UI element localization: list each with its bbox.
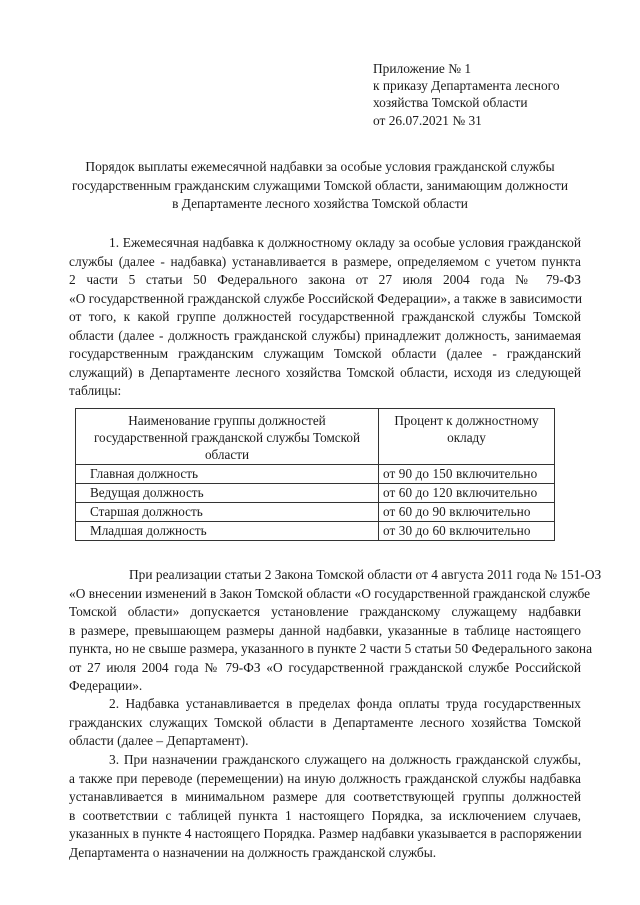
text-line: Департамента о назначении на должность гражданской службы. xyxy=(69,844,437,860)
header-text: государственной гражданской службы Томской xyxy=(93,430,361,445)
appendix-line: хозяйства Томской области xyxy=(373,95,528,111)
text-line: Федерации». xyxy=(69,678,143,693)
allowance-table xyxy=(75,408,555,541)
text-line: Томской области» допускается установление гражданскому служащему надбавки xyxy=(69,604,581,619)
text-line: области (далее – Департамент). xyxy=(69,733,249,748)
text-line: гражданских служащих Томской области в Департаменте лесного хозяйства Томской xyxy=(69,714,581,730)
group-cell: Главная должность xyxy=(76,465,379,484)
group-cell: Ведущая должность xyxy=(76,484,379,503)
text-line: служащий) в Департаменте лесного хозяйства Томской области, исходя из следующей xyxy=(69,364,581,380)
text-line: в размере, превышающем размеры данной надбавки, указанные в таблице настоящего xyxy=(69,622,581,638)
paragraph-4 xyxy=(69,751,581,862)
percent-cell: от 90 до 150 включительно xyxy=(379,465,555,484)
appendix-line: к приказу Департамента лесного xyxy=(373,78,560,94)
title-line: государственным гражданским служащими Томской области, занимающим должности xyxy=(71,177,569,193)
title-line: Порядок выплаты ежемесячной надбавки за особые условия гражданской службы xyxy=(85,159,555,174)
text-line: области (далее - должность гражданской службы) принадлежит должность, занимаемая xyxy=(69,327,581,343)
text-line: пункта, но не свыше размера, указанного в пункте 2 части 5 статьи 50 Федерального закона xyxy=(69,641,593,656)
text-line: от 27 июля 2004 года № 79-ФЗ «О государственной гражданской службе Российской xyxy=(69,659,581,675)
text-line: 3. При назначении гражданского служащего на должность гражданской службы, xyxy=(109,752,581,767)
group-cell: Младшая должность xyxy=(76,522,379,541)
document-title xyxy=(60,158,580,214)
table-row xyxy=(76,522,555,541)
header-text: области xyxy=(204,447,250,462)
header-text: окладу xyxy=(447,430,486,445)
text-line: от того, к какой группе должностей государственной гражданской службы Томской xyxy=(69,309,581,324)
percent-cell: от 30 до 60 включительно xyxy=(379,522,555,541)
text-line: При реализации статьи 2 Закона Томской области от 4 августа 2011 года № 151-ОЗ xyxy=(129,567,602,582)
table-row xyxy=(76,465,555,484)
table-header-group xyxy=(76,409,379,465)
appendix-block xyxy=(373,60,560,129)
table-header-row xyxy=(76,409,555,465)
text-line: в соответствии с таблицей пункта 1 настоящего Порядка, за исключением случаев, xyxy=(69,807,581,823)
text-line: 2 части 5 статьи 50 Федерального закона от 27 июля 2004 года № 79-ФЗ xyxy=(69,272,581,287)
text-line: 1. Ежемесячная надбавка к должностному окладу за особые условия гражданской xyxy=(109,235,581,250)
paragraph-2 xyxy=(69,566,602,696)
table-row xyxy=(76,484,555,503)
text-line: «О государственной гражданской службе Российской Федерации», а также в зависимости xyxy=(69,290,582,306)
text-line: «О внесении изменений в Закон Томской области «О государственной гражданской службе xyxy=(69,585,591,601)
text-line: а также при переводе (перемещении) на иную должность гражданской службы надбавка xyxy=(69,770,581,786)
text-line: указанных в пункте 4 настоящего Порядка. Размер надбавки указывается в распоряжении xyxy=(69,826,582,841)
group-cell: Старшая должность xyxy=(76,503,379,522)
paragraph-1 xyxy=(69,234,581,401)
text-line: службы (далее - надбавка) устанавливается в размере, определяемом с учетом пункта xyxy=(69,253,581,269)
appendix-line: Приложение № 1 xyxy=(373,61,472,76)
appendix-line: от 26.07.2021 № 31 xyxy=(373,112,482,128)
text-line: 2. Надбавка устанавливается в пределах фонда оплаты труда государственных xyxy=(109,696,581,711)
paragraph-3 xyxy=(69,695,581,751)
text-line: государственным гражданским служащим Томской области (далее - гражданский xyxy=(69,346,581,361)
text-line: таблицы: xyxy=(69,383,122,398)
text-line: устанавливается в минимальном размере для соответствующей группы должностей xyxy=(69,789,581,804)
header-text: Процент к должностному xyxy=(394,413,539,428)
table-header-percent xyxy=(379,409,555,465)
percent-cell: от 60 до 90 включительно xyxy=(379,503,555,522)
percent-cell: от 60 до 120 включительно xyxy=(379,484,555,503)
table-row xyxy=(76,503,555,522)
header-text: Наименование группы должностей xyxy=(128,413,326,428)
title-line: в Департаменте лесного хозяйства Томской области xyxy=(172,196,468,212)
